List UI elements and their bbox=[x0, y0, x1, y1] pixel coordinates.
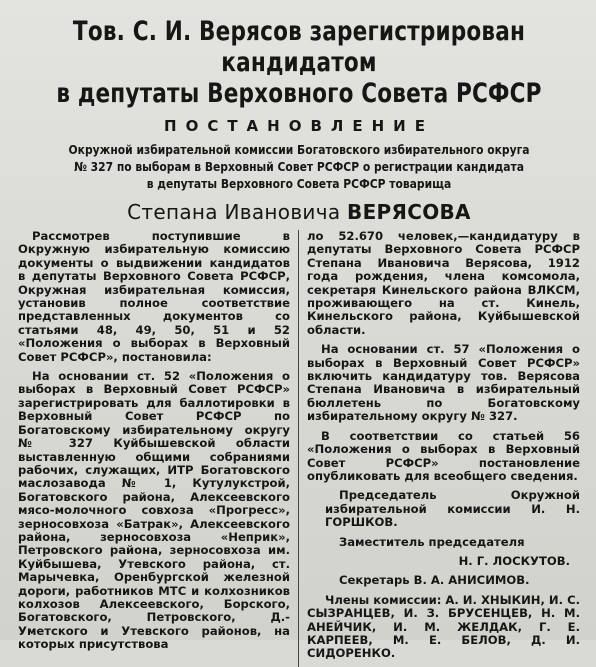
signature-chairman: Председатель Окружной избирательной комиссии И. Н. ГОРШКОВ. bbox=[325, 488, 580, 530]
left-paragraph-1: Рассмотрев поступившие в Окружную избирательную комиссию документы о выдвижении кандидатов в депутаты Верховного Совета РСФСР, Окружная избирательная комиссия, установив полное соответствие представленных документов со статьями 48, 49, 50, 51 и 52 «Положения о выборах в Верховный Совет РСФСР», постановила: bbox=[18, 229, 290, 364]
signature-deputy-name: Н. Г. ЛОСКУТОВ. bbox=[458, 553, 570, 568]
headline bbox=[18, 16, 580, 109]
right-paragraph-2: На основании ст. 57 «Положения о выборах в Верховный Совет РСФСР» включить кандидатуру тов. Верясова Степана Ивановича в избирательный бюллетень по Богатовскому избирательному округу № 327. bbox=[307, 342, 580, 424]
signature-deputy-title: Заместитель председателя bbox=[339, 534, 525, 549]
right-column bbox=[299, 230, 580, 667]
headline-line-2: в депутаты Верховного Совета РСФСР bbox=[56, 78, 542, 109]
headline-line-1: Тов. С. И. Верясов зарегистрирован кандидатом bbox=[72, 16, 526, 78]
candidate-surname: ВЕРЯСОВА bbox=[347, 200, 471, 224]
preamble-line-3: в депутаты Верховного Совета РСФСР товарища bbox=[146, 176, 452, 191]
preamble-line-1: Окружной избирательной комиссии Богатовского избирательного округа bbox=[68, 142, 530, 157]
preamble bbox=[23, 141, 575, 192]
decree-title: ПОСТАНОВЛЕНИЕ bbox=[164, 117, 434, 135]
article-body bbox=[18, 230, 580, 667]
right-paragraph-3: В соответствии со статьей 56 «Положения о выборах в Верховный Совет РСФСР» постановление опубликовать для всеобщего сведения. bbox=[307, 428, 580, 483]
signature-members: Члены комиссии: А. И. ХНЫКИН, И. С. СЫЗРАНЦЕВ, И. З. БРУСЕНЦЕВ, Н. М. АНЕЙЧИК, И. М. ЖЕЛДАК, Г. Е. КАРПЕЕВ, М. Е. БЕЛОВ, Д. И. СИДОРЕНКО. bbox=[307, 592, 580, 661]
left-paragraph-2: На основании ст. 52 «Положения о выборах в Верховный Совет РСФСР» зарегистрировать для баллотировки в Верховный Совет РСФСР по Богатовскому избирательному округу № 327 Куйбышевской области выставленную общими собраниями рабочих, служащих, ИТР Богатовского маслозавода № 1, Кутулукстрой, Богатовского района, Алексеевского мясо-молочного совхоза «Прогресс», зерносовхоза «Батрак», Алексеевского района, зерносовхоза «Неприк», Петровского района, зерносовхоза им. Куйбышева, Утевского района, ст. Марычевка, Оренбургской железной дороги, работников МТС и колхозников колхозов Алексеевского, Борского, Богатовского, Петровского, Д.-Уметского и Утевского районов, на которых присутствова bbox=[18, 369, 290, 652]
candidate-first-names: Степана Ивановича bbox=[127, 200, 341, 224]
preamble-line-2: № 327 по выборам в Верховный Совет РСФСР о регистрации кандидата bbox=[73, 159, 525, 174]
left-column bbox=[18, 230, 299, 667]
right-paragraph-1: ло 52.670 человек,—кандидатуру в депутаты Верховного Совета РСФСР Степана Ивановича Верясова, 1912 года рождения, члена комсомола, секретаря Кинельского района ВЛКСМ, проживающего на ст. Кинель, Кинельского района, Куйбышевской области. bbox=[307, 229, 580, 337]
signature-secretary: Секретарь В. А. АНИСИМОВ. bbox=[339, 573, 530, 588]
candidate-name bbox=[18, 200, 580, 224]
